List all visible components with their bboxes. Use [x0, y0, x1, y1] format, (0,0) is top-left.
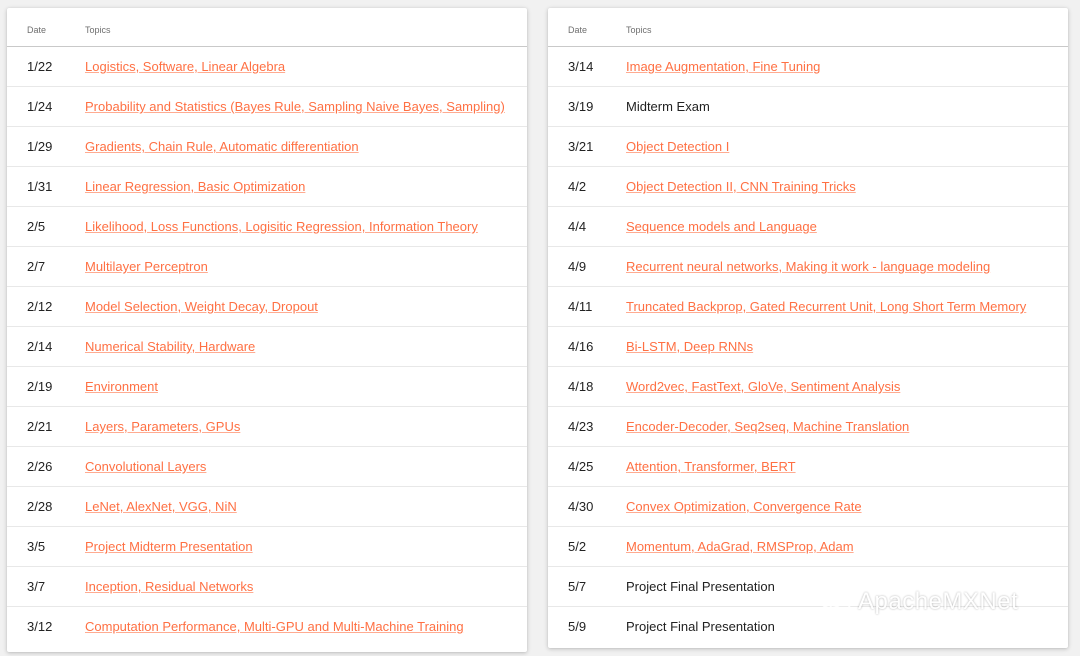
- topic-link[interactable]: Layers, Parameters, GPUs: [85, 419, 241, 434]
- header-date: Date: [27, 25, 47, 35]
- table-header: [7, 8, 527, 47]
- topic-link[interactable]: Convolutional Layers: [85, 459, 207, 474]
- topic-link[interactable]: Truncated Backprop, Gated Recurrent Unit, Long Short Term Memory: [626, 299, 1027, 314]
- row-date: 1/31: [27, 179, 53, 194]
- row-date: 2/21: [27, 419, 53, 434]
- wechat-icon: [818, 588, 852, 616]
- row-date: 4/16: [568, 339, 594, 354]
- table-row: [7, 47, 527, 87]
- topic-link[interactable]: Likelihood, Loss Functions, Logisitic Regression, Information Theory: [85, 219, 478, 234]
- topic-link[interactable]: Momentum, AdaGrad, RMSProp, Adam: [626, 539, 854, 554]
- topic-link[interactable]: Numerical Stability, Hardware: [85, 339, 256, 354]
- topic-link[interactable]: Object Detection II, CNN Training Tricks: [626, 179, 856, 194]
- topic-link[interactable]: Encoder-Decoder, Seq2seq, Machine Translation: [626, 419, 910, 434]
- topic-link[interactable]: Environment: [85, 379, 158, 394]
- table-row: [7, 167, 527, 207]
- table-row: [548, 327, 1068, 367]
- row-date: 2/7: [27, 259, 46, 274]
- topic-link[interactable]: Multilayer Perceptron: [85, 259, 208, 274]
- table-row: [7, 447, 527, 487]
- row-date: 1/24: [27, 99, 53, 114]
- table-body: [7, 47, 527, 646]
- topic-link[interactable]: Computation Performance, Multi-GPU and Multi-Machine Training: [85, 619, 464, 634]
- table-row: [7, 87, 527, 127]
- table-row: [548, 487, 1068, 527]
- topic-link[interactable]: Sequence models and Language: [626, 219, 817, 234]
- header-topics: Topics: [626, 25, 652, 35]
- table-row: [548, 287, 1068, 327]
- topic-link[interactable]: Inception, Residual Networks: [85, 579, 254, 594]
- topic-link[interactable]: Project Midterm Presentation: [85, 539, 253, 554]
- schedule-table-right: [548, 8, 1068, 648]
- row-date: 2/28: [27, 499, 53, 514]
- row-date: 4/11: [568, 299, 593, 314]
- row-date: 2/14: [27, 339, 53, 354]
- row-date: 2/12: [27, 299, 53, 314]
- row-date: 3/21: [568, 139, 594, 154]
- table-row: [7, 567, 527, 607]
- row-date: 5/9: [568, 619, 587, 634]
- table-row: [548, 167, 1068, 207]
- topic-link[interactable]: Linear Regression, Basic Optimization: [85, 179, 306, 194]
- header-date: Date: [568, 25, 588, 35]
- table-body: [548, 47, 1068, 646]
- row-date: 3/5: [27, 539, 46, 554]
- row-date: 4/9: [568, 259, 587, 274]
- table-row: [7, 527, 527, 567]
- topic-link[interactable]: Attention, Transformer, BERT: [626, 459, 796, 474]
- table-row: [548, 407, 1068, 447]
- topic-link[interactable]: LeNet, AlexNet, VGG, NiN: [85, 499, 237, 514]
- row-date: 5/7: [568, 579, 587, 594]
- topic-link[interactable]: Word2vec, FastText, GloVe, Sentiment Analysis: [626, 379, 901, 394]
- row-date: 1/22: [27, 59, 53, 74]
- header-topics: Topics: [85, 25, 111, 35]
- row-date: 4/25: [568, 459, 594, 474]
- watermark: [818, 588, 1018, 616]
- table-header: [548, 8, 1068, 47]
- table-row: [7, 207, 527, 247]
- topic-link[interactable]: Recurrent neural networks, Making it work - language modeling: [626, 259, 991, 274]
- table-row: [548, 127, 1068, 167]
- table-row: [548, 247, 1068, 287]
- row-date: 3/14: [568, 59, 594, 74]
- table-row: [7, 607, 527, 646]
- table-row: [7, 367, 527, 407]
- topic-link[interactable]: Probability and Statistics (Bayes Rule, Sampling Naive Bayes, Sampling): [85, 99, 505, 114]
- table-row: [7, 287, 527, 327]
- topic-link[interactable]: Image Augmentation, Fine Tuning: [626, 59, 821, 74]
- topic-link[interactable]: Model Selection, Weight Decay, Dropout: [85, 299, 318, 314]
- watermark-text: ApacheMXNet: [858, 588, 1019, 615]
- row-date: 2/26: [27, 459, 53, 474]
- row-date: 5/2: [568, 539, 587, 554]
- topic-text: Project Final Presentation: [626, 579, 775, 594]
- row-date: 4/18: [568, 379, 594, 394]
- row-date: 4/2: [568, 179, 587, 194]
- table-row: [7, 127, 527, 167]
- row-date: 1/29: [27, 139, 53, 154]
- row-date: 3/7: [27, 579, 46, 594]
- table-row: [548, 207, 1068, 247]
- table-row: [548, 447, 1068, 487]
- row-date: 2/5: [27, 219, 46, 234]
- table-row: [7, 487, 527, 527]
- topic-link[interactable]: Gradients, Chain Rule, Automatic differentiation: [85, 139, 359, 154]
- table-row: [548, 527, 1068, 567]
- table-row: [548, 47, 1068, 87]
- topic-link[interactable]: Logistics, Software, Linear Algebra: [85, 59, 286, 74]
- table-row: [7, 407, 527, 447]
- table-row: [7, 247, 527, 287]
- topic-text: Project Final Presentation: [626, 619, 775, 634]
- row-date: 3/19: [568, 99, 594, 114]
- table-row: [7, 327, 527, 367]
- table-row: [548, 87, 1068, 127]
- topic-text: Midterm Exam: [626, 99, 710, 114]
- topic-link[interactable]: Object Detection I: [626, 139, 730, 154]
- row-date: 3/12: [27, 619, 53, 634]
- table-row: [548, 367, 1068, 407]
- row-date: 2/19: [27, 379, 53, 394]
- topic-link[interactable]: Convex Optimization, Convergence Rate: [626, 499, 862, 514]
- row-date: 4/23: [568, 419, 594, 434]
- schedule-table-left: [7, 8, 527, 652]
- row-date: 4/30: [568, 499, 594, 514]
- row-date: 4/4: [568, 219, 587, 234]
- topic-link[interactable]: Bi-LSTM, Deep RNNs: [626, 339, 754, 354]
